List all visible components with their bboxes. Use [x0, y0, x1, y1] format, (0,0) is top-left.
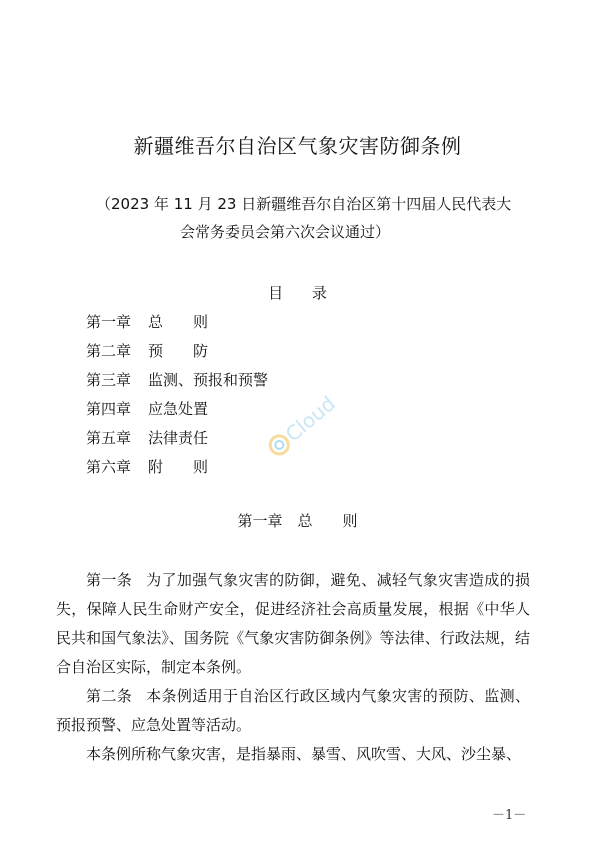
toc-item — [86, 395, 268, 424]
toc-item — [86, 337, 268, 366]
toc-chapter-number: 第一章 — [86, 313, 132, 331]
toc-chapter-number: 第四章 — [86, 400, 132, 418]
watermark-text: Cloud — [280, 391, 340, 447]
toc-item — [86, 366, 268, 395]
document-body — [56, 566, 530, 769]
toc-chapter-name: 附 则 — [148, 458, 209, 476]
toc-chapter-name: 监测、预报和预警 — [148, 371, 269, 389]
toc-chapter-name: 应急处置 — [148, 400, 209, 418]
article-text: 本条例适用于自治区行政区域内气象灾害的预防、监测、预报预警、应急处置等活动。 — [56, 687, 530, 734]
toc-chapter-name: 总 则 — [148, 313, 209, 331]
toc-chapter-number: 第六章 — [86, 458, 132, 476]
document-subtitle — [96, 190, 516, 246]
toc-chapter-number: 第三章 — [86, 371, 132, 389]
toc-chapter-name: 预 防 — [148, 342, 209, 360]
article-text: 为了加强气象灾害的防御，避免、减轻气象灾害造成的损失，保障人民生命财产安全，促进经济社会高质量发展，根据《中华人民共和国气象法》、国务院《气象灾害防御条例》等法律、行政法规，结合自治区实际，制定本条例。 — [56, 571, 530, 676]
page-number: －1－ — [492, 808, 527, 823]
article-paragraph — [56, 682, 530, 740]
toc-item — [86, 453, 268, 482]
article-number: 第二条 — [86, 687, 133, 705]
subtitle-line-1: （2023 年 11 月 23 日新疆维吾尔自治区第十四届人民代表大 — [96, 195, 512, 213]
subtitle-line-2: 会常务委员会第六次会议通过） — [180, 223, 391, 241]
article-number: 第一条 — [86, 571, 133, 589]
table-of-contents — [86, 308, 268, 482]
article-paragraph — [56, 566, 530, 682]
toc-chapter-number: 第二章 — [86, 342, 132, 360]
continued-paragraph: 本条例所称气象灾害，是指暴雨、暴雪、风吹雪、大风、沙尘暴、 — [86, 745, 522, 763]
toc-chapter-number: 第五章 — [86, 429, 132, 447]
document-title: 新疆维吾尔自治区气象灾害防御条例 — [133, 134, 462, 158]
chapter-heading: 第一章 总 则 — [237, 512, 358, 530]
toc-chapter-name: 法律责任 — [148, 429, 209, 447]
cloud-watermark-logo — [258, 380, 348, 470]
toc-item — [86, 424, 268, 453]
toc-item — [86, 308, 268, 337]
toc-title: 目 录 — [268, 284, 327, 302]
